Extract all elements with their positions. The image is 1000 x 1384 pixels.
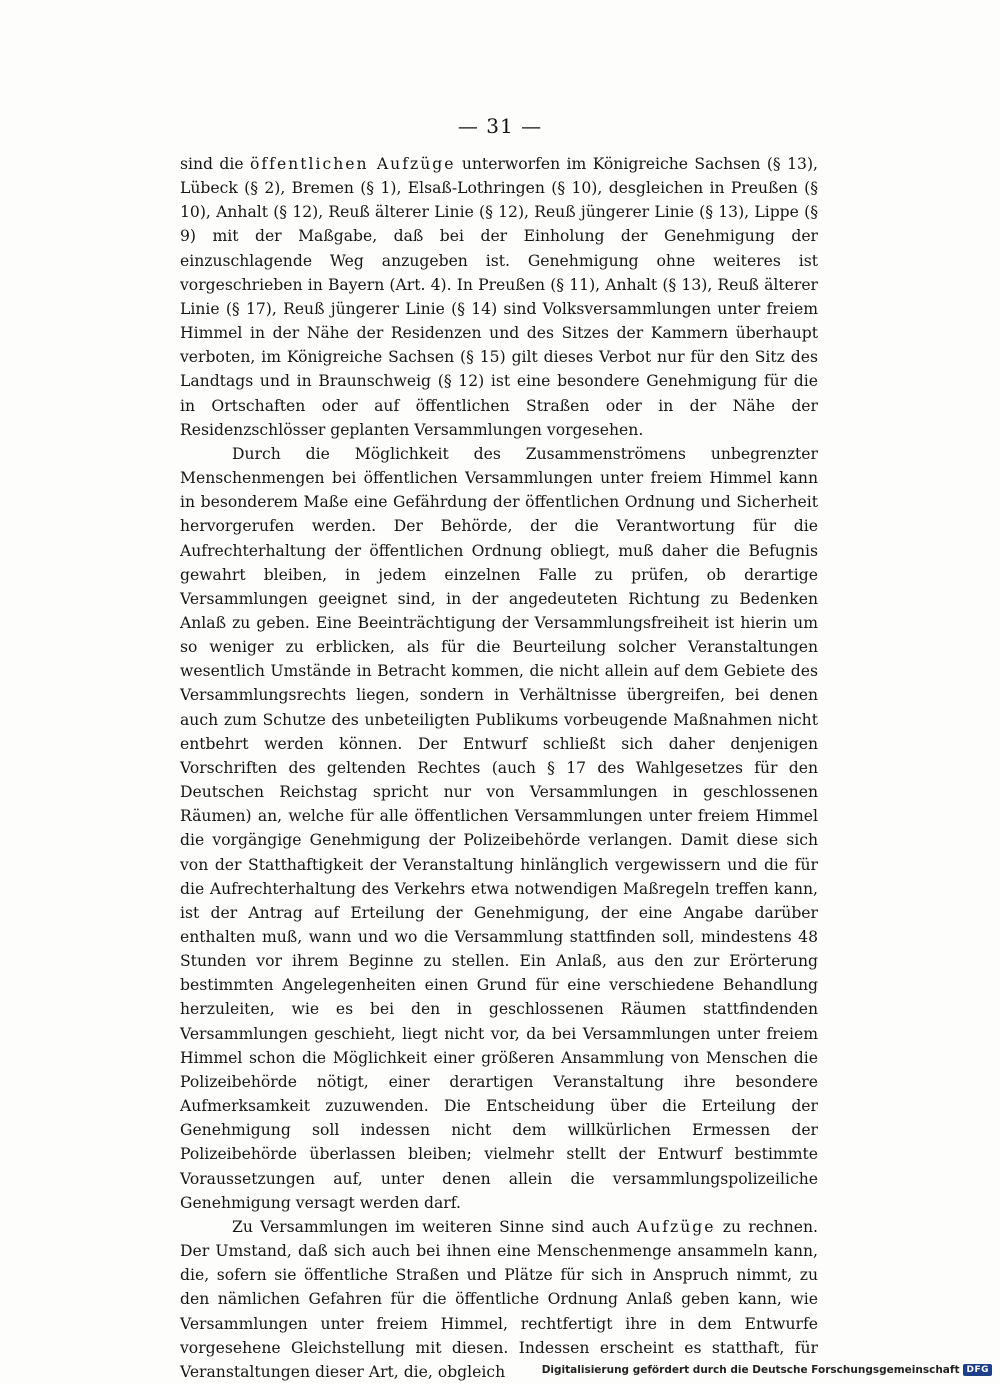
funding-footer xyxy=(542,1364,992,1376)
text-run: Durch die Möglichkeit des Zusammenströmens unbegrenzter Menschenmengen bei öffentlichen Versammlungen unter freiem Himmel kann in besonderem Maße eine Gefährdung der öffentlichen Ordnung und Sicherheit hervorgerufen werden. Der Behörde, der die Verantwortung für die Aufrechterhaltung der öffentlichen Ordnung obliegt, muß daher die Befugnis gewahrt bleiben, in jedem einzelnen Falle zu prüfen, ob derartige Versammlungen geeignet sind, in der angedeuteten Richtung zu Bedenken Anlaß zu geben. Eine Beeinträchtigung der Versammlungsfreiheit ist hierin um so weniger zu erblicken, als für die Beurteilung solcher Veranstaltungen wesentlich Umstände in Betracht kommen, die nicht allein auf dem Gebiete des Versammlungsrechts liegen, sondern in Verhältnisse übergreifen, bei denen auch zum Schutze des unbeteiligten Publikums vorbeugende Maßnahmen nicht entbehrt werden können. Der Entwurf schließt sich daher denjenigen Vorschriften des geltenden Rechtes (auch § 17 des Wahlgesetzes für den Deutschen Reichstag spricht nur von Versammlungen in geschlossenen Räumen) an, welche für alle öffentlichen Versammlungen unter freiem Himmel die vorgängige Genehmigung der Polizeibehörde verlangen. Damit diese sich von der Statthaftigkeit der Veranstaltung hinlänglich vergewissern und die für die Aufrechterhaltung des Verkehrs etwa notwendigen Maßregeln treffen kann, ist der Antrag auf Erteilung der Genehmigung, der eine Angabe darüber enthalten muß, wann und wo die Versammlung stattfinden soll, mindestens 48 Stunden vor ihrem Beginne zu stellen. Ein Anlaß, aus den zur Erörterung bestimmten Angelegenheiten einen Grund für eine verschiedene Behandlung herzuleiten, wie es bei den in geschlossenen Räumen stattfindenden Versammlungen geschieht, liegt nicht vor, da bei Versammlungen unter freiem Himmel schon die Möglichkeit einer größeren Ansammlung von Menschen die Polizeibehörde nötigt, einer derartigen Veranstaltung ihre besondere Aufmerksamkeit zuzuwenden. Die Entscheidung über die Erteilung der Genehmigung soll indessen nicht dem willkürlichen Ermessen der Polizeibehörde überlassen bleiben; vielmehr stellt der Entwurf bestimmte Voraussetzungen auf, unter denen allein die versammlungspolizeiliche Genehmigung versagt werden darf. xyxy=(180,444,818,1212)
text-run: unterworfen im Königreiche Sachsen (§ 13), Lübeck (§ 2), Bremen (§ 1), Elsaß-Lothringen (§ 10), desgleichen in Preußen (§ 10), Anhalt (§ 12), Reuß älterer Linie (§ 12), Reuß jüngerer Linie (§ 13), Lippe (§ 9) mit der Maßgabe, daß bei der Einholung der Genehmigung der einzuschlagende Weg anzugeben ist. Genehmigung ohne weiteres ist vorgeschrieben in Bayern (Art. 4). In Preußen (§ 11), Anhalt (§ 13), Reuß älterer Linie (§ 17), Reuß jüngerer Linie (§ 14) sind Volksversammlungen unter freiem Himmel in der Nähe der Residenzen und des Sitzes der Kammern überhaupt verboten, im Königreiche Sachsen (§ 15) gilt dieses Verbot nur für den Sitz des Landtags und in Braunschweig (§ 12) ist eine besondere Genehmigung für die in Ortschaften oder auf öffentlichen Straßen oder in der Nähe der Residenzschlösser geplanten Versammlungen vorgesehen. xyxy=(180,155,818,439)
emphasized-text-run: öffentlichen Aufzüge xyxy=(250,155,456,173)
paragraph xyxy=(180,442,818,1215)
paragraph xyxy=(180,152,818,442)
page-number: — 31 — xyxy=(457,114,543,138)
text-run: zu rechnen. Der Umstand, daß sich auch bei ihnen eine Menschenmenge ansammeln kann, die, sofern sie öffentliche Straßen und Plätze für sich in Anspruch nimmt, zu den nämlichen Gefahren für die öffentliche Ordnung Anlaß geben kann, wie Versammlungen unter freiem Himmel, rechtfertigt ihre in dem Entwurfe vorgesehene Gleichstellung mit diesen. Indessen erscheint es statthaft, für Veranstaltungen dieser Art, die, obgleich xyxy=(180,1217,818,1381)
text-run: Zu Versammlungen im weiteren Sinne sind auch xyxy=(232,1217,637,1236)
body-text xyxy=(180,152,818,1384)
emphasized-text-run: Aufzüge xyxy=(636,1217,716,1236)
dfg-logo-icon: DFG xyxy=(963,1364,992,1376)
paragraph xyxy=(180,1215,818,1384)
text-run: sind die xyxy=(180,155,251,173)
funding-notice: Digitalisierung gefördert durch die Deutsche Forschungsgemeinschaft xyxy=(541,1364,960,1376)
